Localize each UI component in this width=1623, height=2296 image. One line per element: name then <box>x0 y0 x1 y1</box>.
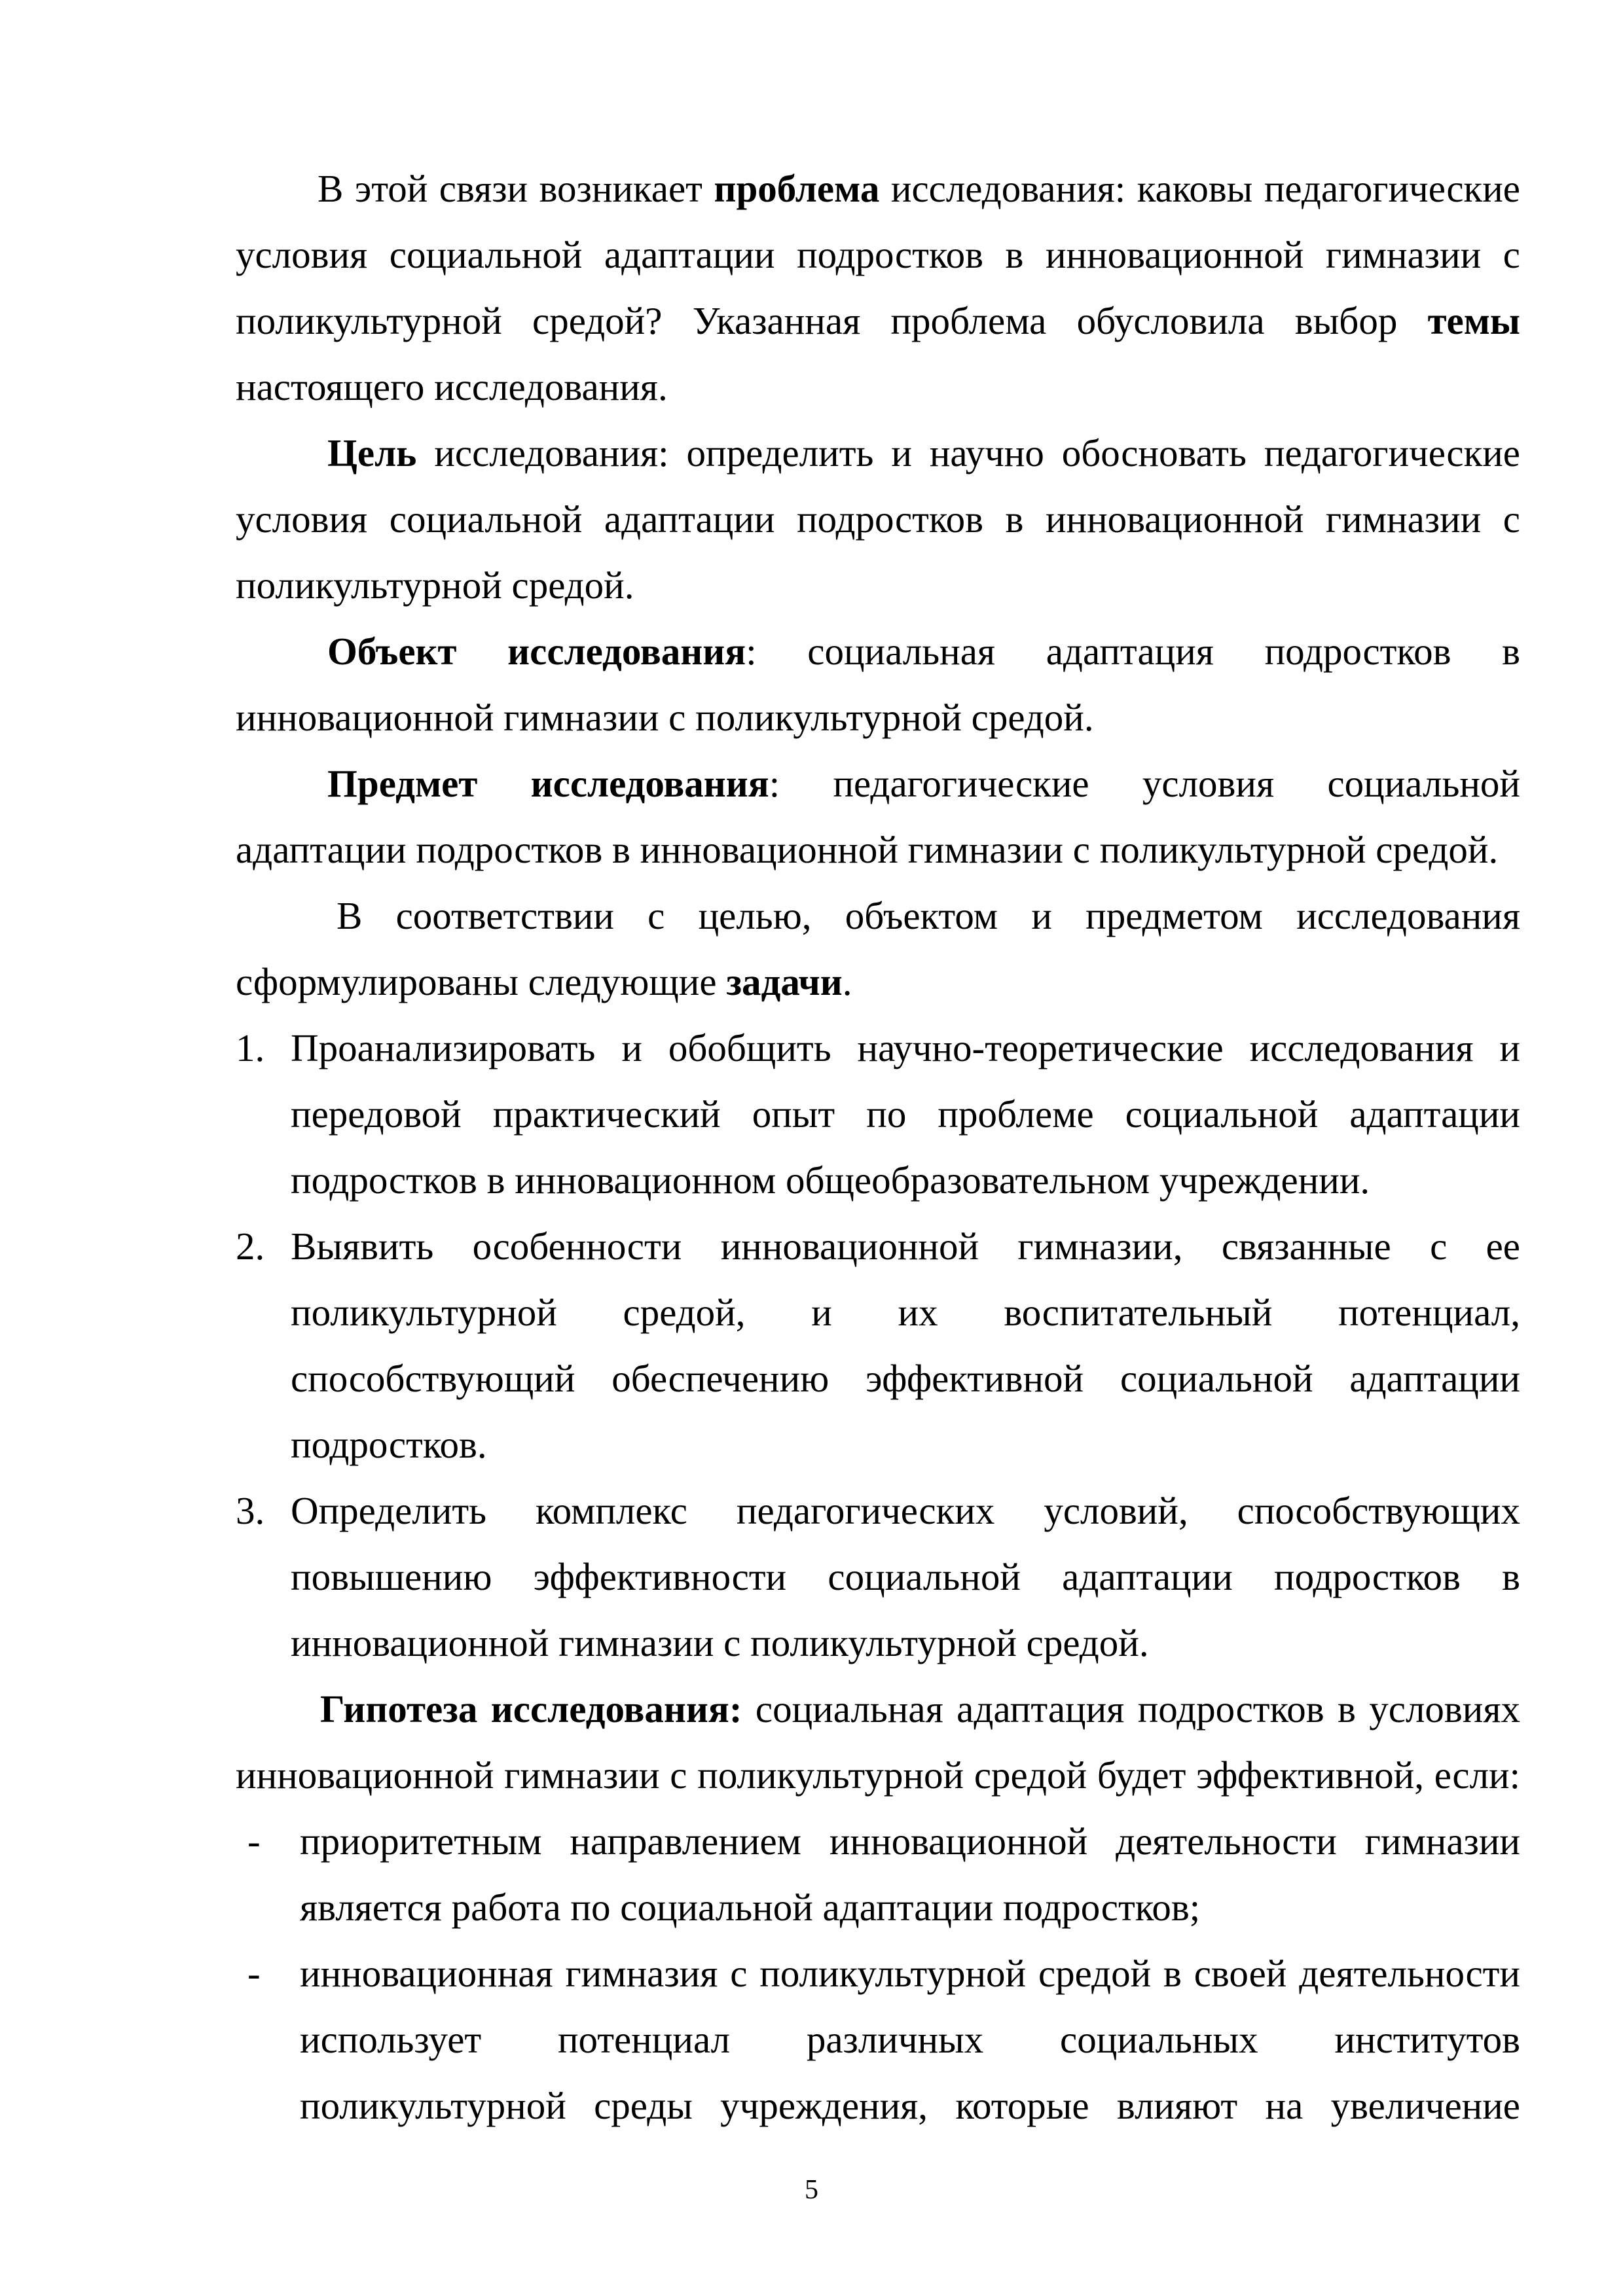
text-run: настоящего исследования. <box>236 365 668 408</box>
text-line <box>236 685 1520 751</box>
text-run: инновационной гимназии с поликультурной средой. <box>236 696 1094 739</box>
text-line <box>337 883 1520 949</box>
text-run: передовой практический опыт по проблеме социальной адаптации <box>291 1092 1520 1136</box>
text-line <box>291 1544 1520 1610</box>
bold-term: Предмет исследования <box>327 762 769 805</box>
text-line <box>291 1478 1520 1544</box>
list-marker: 3. <box>236 1489 265 1532</box>
text-line <box>291 1610 1520 1676</box>
text-line <box>236 552 1520 619</box>
text-line <box>291 1015 1520 1081</box>
text-line <box>291 1280 1520 1346</box>
text-run: повышению эффективности социальной адаптации подростков в <box>291 1555 1520 1598</box>
text-line <box>300 1941 1520 2007</box>
list-marker: - <box>247 1952 261 1995</box>
text-line <box>236 222 1520 288</box>
text-run: подростков. <box>291 1423 487 1466</box>
text-run: В соответствии с целью, объектом и предметом исследования <box>337 894 1520 937</box>
bullet-list-item <box>236 1941 1520 2139</box>
text-line <box>236 288 1520 354</box>
text-line <box>291 1346 1520 1412</box>
document-body <box>236 156 1520 2139</box>
paragraph <box>236 619 1520 751</box>
numbered-list-item <box>236 1478 1520 1676</box>
text-run: условия социальной адаптации подростков в инновационной гимназии с <box>236 497 1520 541</box>
text-run: исследования: каковы педагогические <box>879 167 1520 210</box>
text-run: поликультурной средой. <box>236 564 634 607</box>
text-run: использует потенциал различных социальных институтов <box>300 2018 1520 2061</box>
page-number: 5 <box>805 2175 818 2205</box>
text-run: подростков в инновационном общеобразовательном учреждении. <box>291 1158 1370 1202</box>
bold-term: проблема <box>714 167 880 210</box>
text-run: поликультурной средой? Указанная проблема обусловила выбор <box>236 299 1428 342</box>
text-run: Проанализировать и обобщить научно-теоретические исследования и <box>291 1026 1520 1069</box>
text-line <box>300 1874 1520 1941</box>
list-marker: 1. <box>236 1026 265 1069</box>
text-run: способствующий обеспечению эффективной социальной адаптации <box>291 1357 1520 1400</box>
bullet-list-item <box>236 1808 1520 1941</box>
text-line <box>300 1808 1520 1874</box>
text-line <box>300 2007 1520 2073</box>
text-line <box>236 949 1520 1015</box>
text-line <box>327 751 1520 817</box>
text-line <box>236 817 1520 883</box>
bold-term: Цель <box>327 431 417 475</box>
text-line <box>327 619 1520 685</box>
text-run: : педагогические условия социальной <box>769 762 1521 805</box>
text-run: приоритетным направлением инновационной деятельности гимназии <box>300 1820 1520 1863</box>
bold-term: задачи <box>726 960 843 1003</box>
text-run: . <box>842 960 852 1003</box>
text-run: поликультурной средой, и их воспитательный потенциал, <box>291 1291 1520 1334</box>
numbered-list-item <box>236 1015 1520 1213</box>
text-line <box>320 1676 1520 1742</box>
text-line <box>300 2073 1520 2139</box>
paragraph <box>236 883 1520 1015</box>
numbered-list-item <box>236 1213 1520 1478</box>
text-run: инновационная гимназия с поликультурной средой в своей деятельности <box>300 1952 1520 1995</box>
text-run: социальная адаптация подростков в условиях <box>742 1687 1520 1731</box>
text-run: является работа по социальной адаптации подростков; <box>300 1886 1201 1929</box>
text-run: условия социальной адаптации подростков в инновационной гимназии с <box>236 233 1520 276</box>
text-run: Определить комплекс педагогических условий, способствующих <box>291 1489 1520 1532</box>
text-line <box>318 156 1520 222</box>
text-line <box>291 1213 1520 1280</box>
text-run: Выявить особенности инновационной гимназии, связанные с ее <box>291 1225 1520 1268</box>
text-run: сформулированы следующие <box>236 960 727 1003</box>
text-run: адаптации подростков в инновационной гимназии с поликультурной средой. <box>236 828 1499 871</box>
text-run: поликультурной среды учреждения, которые влияют на увеличение <box>300 2084 1520 2127</box>
paragraph <box>236 1676 1520 1808</box>
paragraph <box>236 751 1520 883</box>
paragraph <box>236 420 1520 619</box>
text-line <box>291 1081 1520 1147</box>
bold-term: Гипотеза исследования: <box>320 1687 742 1731</box>
text-run: В этой связи возникает <box>318 167 714 210</box>
text-run: : социальная адаптация подростков в <box>746 630 1520 673</box>
text-run: инновационной гимназии с поликультурной средой. <box>291 1621 1149 1664</box>
text-line <box>291 1147 1520 1213</box>
text-line <box>291 1412 1520 1478</box>
paragraph <box>236 156 1520 420</box>
list-marker: 2. <box>236 1225 265 1268</box>
text-run: инновационной гимназии с поликультурной средой будет эффективной, если: <box>236 1753 1520 1797</box>
text-line <box>327 420 1520 486</box>
text-line <box>236 486 1520 552</box>
bold-term: Объект исследования <box>327 630 746 673</box>
text-run: исследования: определить и научно обосновать педагогические <box>416 431 1520 475</box>
list-marker: - <box>247 1820 261 1863</box>
text-line <box>236 1742 1520 1808</box>
bold-term: темы <box>1427 299 1520 342</box>
text-line <box>236 354 1520 420</box>
